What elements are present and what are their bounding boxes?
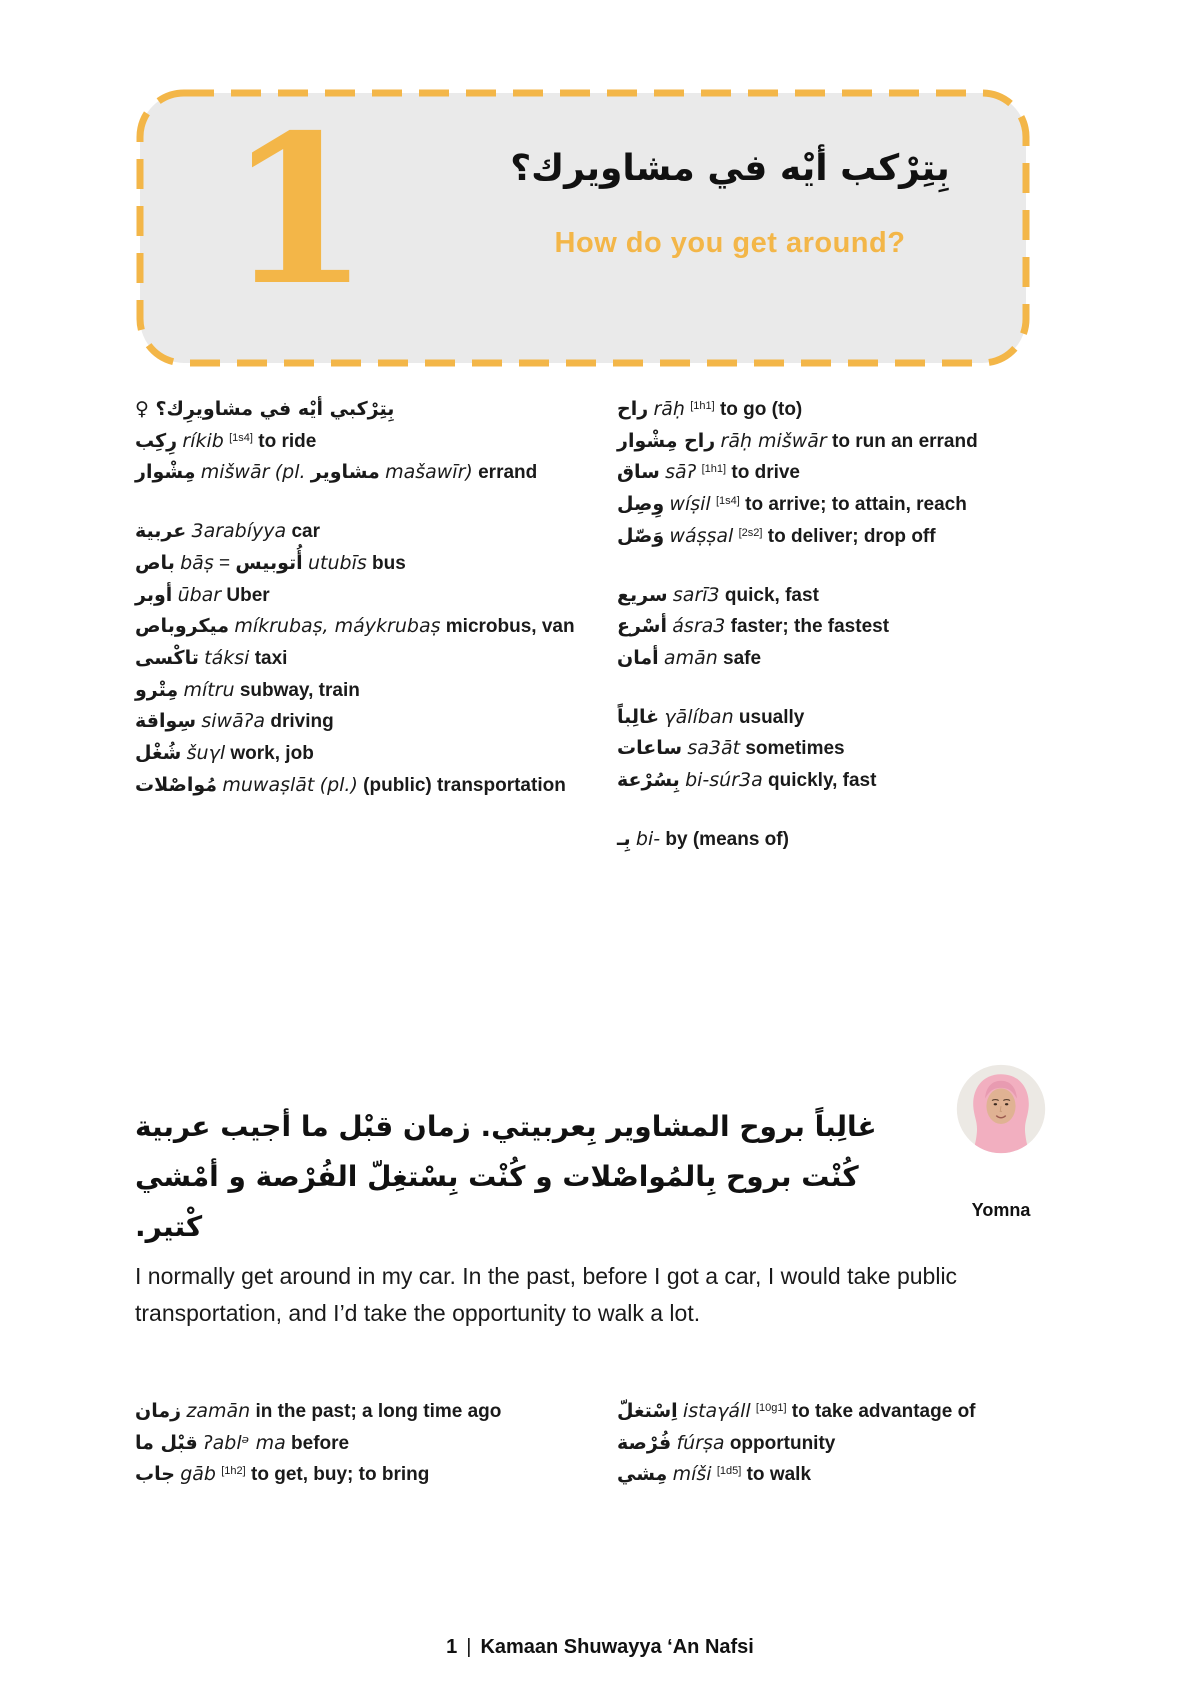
vocab-gloss: to run an errand <box>832 430 978 452</box>
vocab-translit: istaγáll <box>682 1400 751 1422</box>
vocab-column-left-bottom <box>135 1396 601 1491</box>
vocab-gloss: to take advantage of <box>791 1401 976 1422</box>
vocab-column-right-bottom <box>601 1396 1067 1491</box>
vocab-gloss: in the past; a long time ago <box>255 1401 502 1422</box>
vocab-arabic: فُرْصة <box>617 1431 672 1454</box>
vocab-arabic: بِتِرْكبي أيْه في مشاويرِك؟ ♀ <box>135 398 395 420</box>
vocab-entry <box>135 1428 601 1460</box>
vocab-entry <box>617 394 1067 426</box>
vocab-arabic: باص <box>135 551 175 574</box>
vocab-ref-tag: [2s2] <box>738 526 763 539</box>
vocab-translit: sarī3 <box>672 583 720 606</box>
vocab-arabic: رِكِب <box>135 429 178 452</box>
vocab-group <box>617 394 1067 553</box>
vocab-ref-tag: [10g1] <box>755 1402 787 1414</box>
vocab-translit: ʔablᵊ ma <box>202 1431 286 1454</box>
vocab-translit: táksi <box>204 646 250 669</box>
vocab-gloss: opportunity <box>729 1432 836 1454</box>
vocab-ref-tag: [1d5] <box>716 1465 742 1478</box>
vocab-group <box>135 1396 601 1491</box>
vocab-translit: rāḥ mišwār <box>720 429 827 452</box>
vocab-entry <box>135 457 601 489</box>
vocab-arabic: ساعات <box>617 737 683 760</box>
vocab-gloss: bus <box>372 552 406 574</box>
vocab-gloss: to go (to) <box>719 399 803 420</box>
vocab-translit: siwāʔa <box>201 710 266 733</box>
vocab-gloss: driving <box>270 711 334 733</box>
vocab-arabic: بِسُرْعة <box>617 769 680 792</box>
unit-title-arabic: بِتِرْكب أيْه في مشاويرك؟ <box>510 148 950 189</box>
vocab-gloss: faster; the fastest <box>730 616 890 638</box>
vocab-arabic: مِشي <box>617 1463 668 1486</box>
vocab-text: = <box>219 552 231 574</box>
vocab-entry <box>135 1396 601 1428</box>
vocab-arabic: راح مِشْوار <box>617 429 716 452</box>
vocab-translit: utubīs <box>307 551 367 574</box>
vocab-arabic: مِشْوار <box>135 461 196 484</box>
speaker-photo <box>954 1062 1048 1156</box>
vocab-entry <box>135 548 601 580</box>
unit-header <box>135 88 1031 368</box>
vocab-gloss: usually <box>738 706 805 728</box>
unit-number: 1 <box>227 91 370 331</box>
vocab-group <box>135 516 601 801</box>
vocab-translit: γālíban <box>664 705 734 728</box>
vocab-arabic: زمان <box>135 1400 182 1422</box>
vocab-entry <box>617 824 1067 856</box>
vocab-group <box>617 1396 1067 1491</box>
vocab-arabic: ساق <box>617 461 660 484</box>
vocab-arabic: وَصّل <box>617 524 665 547</box>
vocab-translit: 3arabíyya <box>191 520 287 543</box>
vocab-gloss: Uber <box>226 584 270 606</box>
vocab-arabic: سِواقة <box>135 710 197 733</box>
vocab-entry <box>617 643 1067 675</box>
vocab-translit: bi-súr3a <box>685 769 763 792</box>
vocab-entry <box>617 580 1067 612</box>
vocab-translit: muwaṣlāt <box>222 773 315 796</box>
vocab-gloss: to drive <box>731 462 800 484</box>
vocab-ref-tag: [1h1] <box>701 463 727 476</box>
vocab-gloss: (public) transportation <box>363 774 566 796</box>
vocab-translit: mišwār <box>200 461 270 484</box>
vocab-translit: bāṣ <box>180 551 214 574</box>
vocab-gloss: quickly, fast <box>768 770 877 792</box>
vocab-entry <box>617 457 1067 489</box>
speaker-section <box>135 1050 1067 1252</box>
vocab-arabic: شُغْل <box>135 742 182 765</box>
vocab-entry <box>617 1428 1067 1460</box>
vocab-translit: (pl.) <box>319 773 358 796</box>
vocab-group <box>617 824 1067 856</box>
vocab-group <box>617 580 1067 675</box>
vocab-entry <box>135 611 601 643</box>
vocab-gloss: to ride <box>258 430 317 452</box>
vocab-entry <box>135 426 601 458</box>
vocab-gloss: subway, train <box>239 679 360 701</box>
vocab-translit: sāʔ <box>665 461 697 484</box>
vocab-entry <box>617 702 1067 734</box>
vocab-gloss: sometimes <box>745 738 845 760</box>
vocab-ref-tag: [1s4] <box>715 495 740 508</box>
vocab-arabic: وِصِل <box>617 493 665 516</box>
vocab-gloss: work, job <box>230 743 314 765</box>
vocab-translit: amān <box>663 646 718 669</box>
vocab-entry <box>617 1396 1067 1428</box>
speaker-name: Yomna <box>971 1200 1031 1220</box>
page-footer <box>0 1636 1200 1659</box>
vocab-arabic: أوبر <box>135 583 173 606</box>
vocab-entry <box>135 516 601 548</box>
vocab-gloss: to get, buy; to bring <box>251 1464 430 1486</box>
vocab-entry <box>617 1459 1067 1491</box>
vocab-translit: rāḥ <box>653 398 685 420</box>
vocab-entry <box>617 611 1067 643</box>
vocab-arabic: جاب <box>135 1463 175 1486</box>
vocab-entry <box>617 521 1067 553</box>
vocab-ref-tag: [1h1] <box>690 400 715 412</box>
vocab-arabic: عربية <box>135 520 187 543</box>
vocab-translit: míši <box>672 1463 712 1486</box>
speaker-profile <box>935 1062 1067 1221</box>
vocab-gloss: quick, fast <box>724 584 819 606</box>
vocab-column-left <box>135 394 601 855</box>
page-number: 1 <box>446 1636 458 1658</box>
vocab-entry <box>135 706 601 738</box>
vocab-gloss: to walk <box>746 1464 812 1486</box>
vocab-group <box>617 702 1067 797</box>
vocab-entry <box>135 394 601 426</box>
vocab-translit: mašawīr) <box>385 461 473 484</box>
vocab-translit: ūbar <box>177 583 222 606</box>
vocab-entry <box>135 675 601 707</box>
vocab-arabic: بِـ <box>617 827 631 850</box>
vocab-translit: bi- <box>635 827 661 850</box>
translation-paragraph: I normally get around in my car. In the past, before I got a car, I would take public transportation, and I’d take the opportunity to walk a lot. <box>135 1263 958 1326</box>
vocab-translit: sa3āt <box>687 737 741 760</box>
vocab-translit: ásra3 <box>672 615 726 638</box>
vocab-arabic: مُواصْلات <box>135 773 218 796</box>
vocab-entry <box>617 765 1067 797</box>
vocab-arabic: مِتْرو <box>135 678 179 701</box>
vocab-arabic: اِسْتغلّ <box>617 1400 678 1422</box>
vocab-arabic: تاكْسى <box>135 646 199 669</box>
vocab-translit: mítru <box>183 678 235 701</box>
vocab-gloss: safe <box>723 647 762 669</box>
vocab-arabic: غالِباً <box>617 705 660 728</box>
vocab-entry <box>135 1459 601 1491</box>
vocab-gloss: car <box>291 521 320 543</box>
vocab-arabic: سريع <box>617 583 668 606</box>
vocab-arabic: مشاوير <box>310 461 380 484</box>
vocab-translit: míkrubaṣ, máykrubaṣ <box>234 615 441 638</box>
vocab-arabic: ميكروباص <box>135 615 230 638</box>
vocabulary-section-bottom <box>135 1396 1067 1491</box>
vocab-entry <box>135 738 601 770</box>
vocab-group <box>135 394 601 489</box>
vocab-arabic: أمان <box>617 646 659 669</box>
vocab-entry <box>135 770 601 802</box>
vocab-gloss: errand <box>478 462 538 484</box>
vocabulary-section-top <box>135 394 1067 855</box>
vocab-entry <box>617 733 1067 765</box>
vocab-translit: ríkib <box>182 429 224 452</box>
vocab-arabic: أُتوبيس <box>235 551 303 574</box>
vocab-gloss: before <box>291 1432 350 1454</box>
book-title: Kamaan Shuwayya ‘An Nafsi <box>480 1636 754 1658</box>
vocab-gloss: by (means of) <box>665 828 789 850</box>
vocab-ref-tag: [1s4] <box>229 431 253 444</box>
vocab-arabic: قبْل ما <box>135 1431 198 1454</box>
vocab-arabic: راح <box>617 398 649 420</box>
vocab-translit: gāb <box>180 1463 216 1486</box>
vocab-translit: wáṣṣal <box>669 524 734 547</box>
vocab-entry <box>135 580 601 612</box>
vocab-translit: wíṣil <box>669 493 711 516</box>
unit-titles <box>465 146 995 260</box>
vocab-translit: fúrṣa <box>676 1431 725 1454</box>
vocab-translit: šuγl <box>186 742 226 765</box>
unit-subtitle-english: How do you get around? <box>554 226 906 259</box>
vocab-ref-tag: [1h2] <box>221 1465 246 1478</box>
vocab-entry <box>617 489 1067 521</box>
vocab-arabic: أسْرع <box>617 615 667 638</box>
vocab-gloss: microbus, van <box>445 616 575 638</box>
speaker-quote-arabic: غالِباً بروح المشاوير بِعربيتي. زمان قبْل ما أجيب عربية كُنْت بروح بِالمُواصْلات و كُنْت بِسْتغِلّ الفُرْصة و أمْشي كْتير. <box>135 1110 877 1243</box>
vocab-entry <box>135 643 601 675</box>
vocab-translit: zamān <box>186 1400 251 1422</box>
vocab-gloss: to arrive; to attain, reach <box>745 494 967 516</box>
vocab-translit: (pl. <box>274 461 306 484</box>
vocab-gloss: to deliver; drop off <box>767 525 936 547</box>
vocab-entry <box>617 426 1067 458</box>
footer-separator: | <box>466 1636 472 1658</box>
vocab-gloss: taxi <box>254 647 288 669</box>
vocab-column-right <box>601 394 1067 855</box>
